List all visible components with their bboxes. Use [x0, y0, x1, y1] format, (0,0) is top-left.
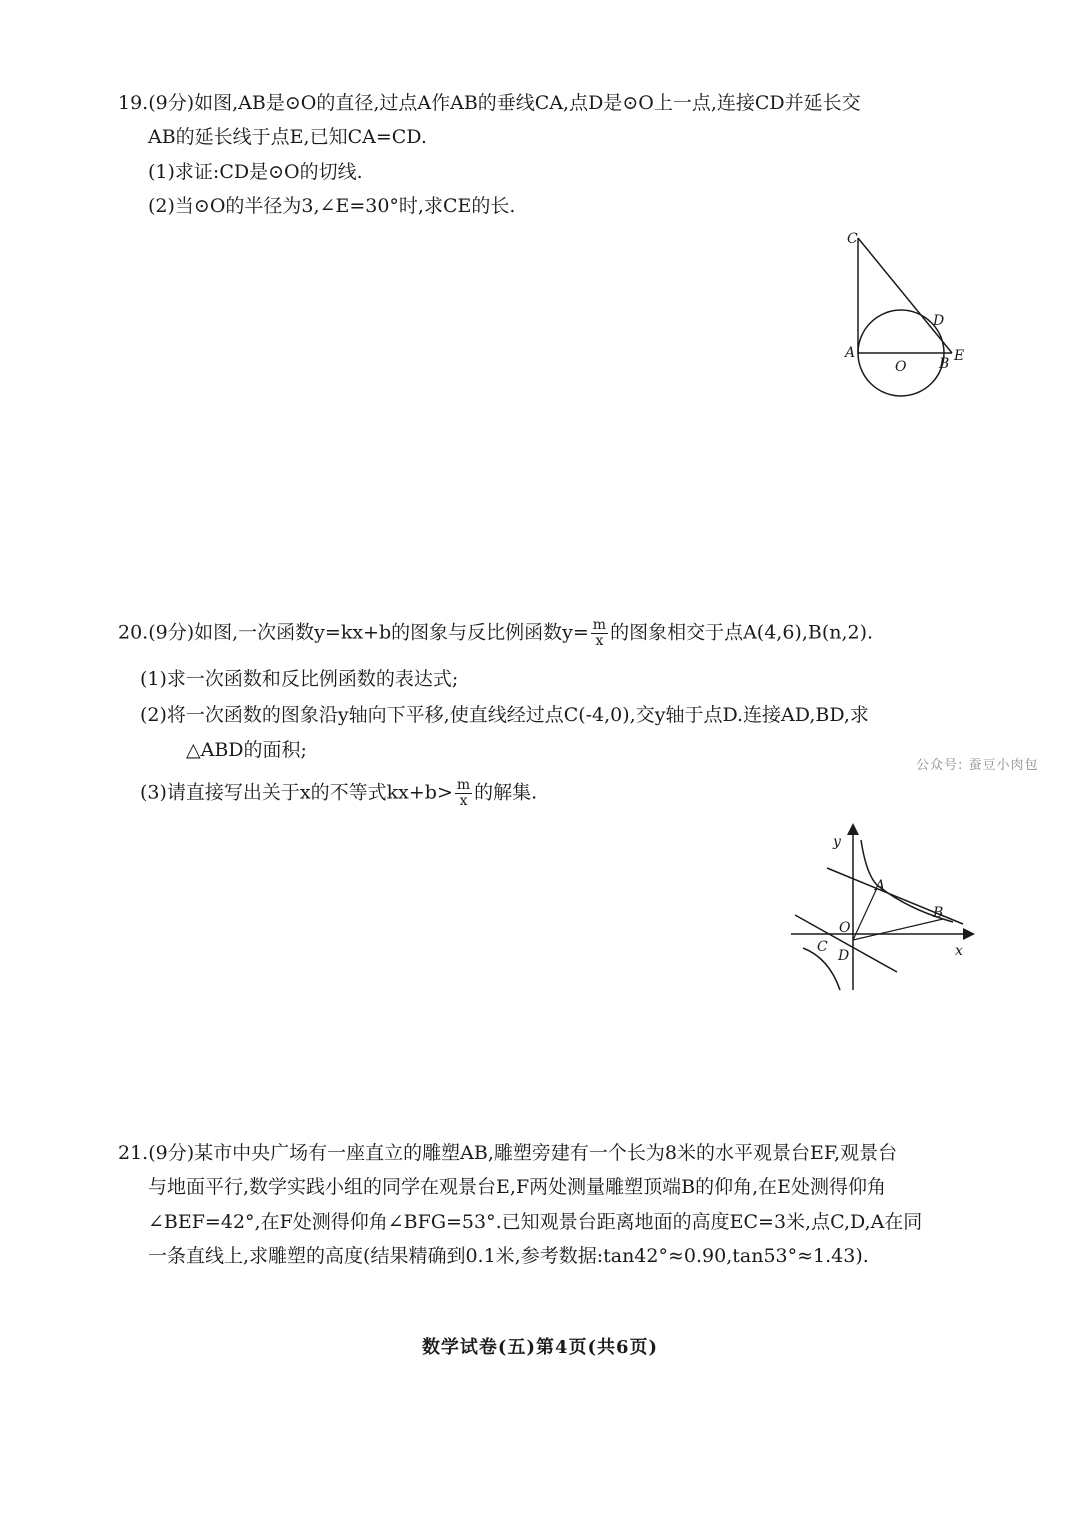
q20-frac-num: m [592, 617, 607, 633]
label-B: B [933, 905, 944, 921]
q20-line1 [118, 618, 873, 649]
q20-line1-pre: 20.(9分)如图,一次函数y=kx+b的图象与反比例函数y= [118, 621, 589, 644]
label-A: A [845, 345, 856, 361]
segment-AD [853, 888, 877, 940]
q20-part3-den: x [459, 793, 468, 809]
q20-part3-pre: (3)请直接写出关于x的不等式kx+b> [140, 781, 453, 804]
label-A: A [875, 878, 886, 894]
q19-line1: 19.(9分)如图,AB是⊙O的直径,过点A作AB的垂线CA,点D是⊙O上一点,连接CD并延长交 [118, 92, 861, 114]
label-E: E [954, 348, 965, 364]
label-x: x [955, 943, 963, 959]
label-D: D [933, 313, 945, 329]
q19-line2: AB的延长线于点E,已知CA=CD. [148, 126, 427, 148]
q20-part3-fraction [455, 778, 472, 809]
label-O: O [895, 359, 907, 375]
q20-figure [785, 820, 980, 995]
page-footer: 数学试卷(五)第4页(共6页) [421, 1337, 659, 1358]
q19-part2: (2)当⊙O的半径为3,∠E=30°时,求CE的长. [148, 195, 516, 217]
q20-part3-post: 的解集. [474, 781, 538, 804]
label-O: O [839, 920, 851, 936]
q20-part3 [140, 778, 537, 809]
q20-part2b: △ABD的面积; [186, 739, 307, 761]
q20-part3-num: m [456, 777, 471, 793]
segment-BD [853, 919, 943, 940]
q20-fraction [591, 618, 608, 649]
q19-part1: (1)求证:CD是⊙O的切线. [148, 161, 363, 183]
q20-part2a: (2)将一次函数的图象沿y轴向下平移,使直线经过点C(-4,0),交y轴于点D.连接AD,BD,求 [140, 704, 869, 726]
q21-line2: 与地面平行,数学实践小组的同学在观景台E,F两处测量雕塑顶端B的仰角,在E处测得仰角 [148, 1176, 887, 1198]
q21-line3: ∠BEF=42°,在F处测得仰角∠BFG=53°.已知观景台距离地面的高度EC=3米,点C,D,A在同 [148, 1211, 923, 1233]
q21-line1: 21.(9分)某市中央广场有一座直立的雕塑AB,雕塑旁建有一个长为8米的水平观景台EF,观景台 [118, 1142, 898, 1164]
label-C: C [817, 939, 828, 955]
label-C: C [847, 231, 858, 247]
q21-line4: 一条直线上,求雕塑的高度(结果精确到0.1米,参考数据:tan42°≈0.90,tan53°≈1.43). [148, 1245, 869, 1267]
q20-line1-post: 的图象相交于点A(4,6),B(n,2). [610, 621, 874, 644]
q20-part1: (1)求一次函数和反比例函数的表达式; [140, 668, 459, 690]
segment-CE [858, 238, 952, 353]
q20-frac-den: x [595, 633, 604, 649]
label-D: D [838, 948, 850, 964]
label-B: B [939, 356, 950, 372]
watermark: 公众号: 蚕豆小肉包 [916, 758, 1039, 773]
q19-figure [835, 225, 985, 400]
label-y: y [833, 834, 841, 850]
